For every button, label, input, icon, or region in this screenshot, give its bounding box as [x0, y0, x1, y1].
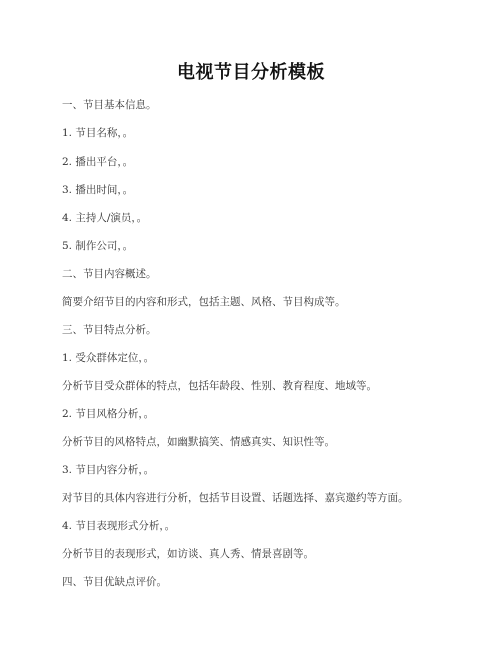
list-item-style: 2. 节目风格分析，。: [62, 408, 155, 420]
list-item-production-company: 5. 制作公司，。: [62, 240, 134, 252]
section-heading-features: 三、节目特点分析。: [62, 324, 157, 336]
list-item-platform: 2. 播出平台，。: [62, 156, 134, 168]
paragraph-content-overview: 简要介绍节目的内容和形式，包括主题、风格、节目构成等。: [62, 296, 346, 308]
section-heading-content-overview: 二、节目内容概述。: [62, 268, 157, 280]
section-heading-evaluation: 四、节目优缺点评价。: [62, 576, 167, 588]
section-heading-basic-info: 一、节目基本信息。: [62, 99, 157, 111]
paragraph-content: 对节目的具体内容进行分析，包括节目设置、话题选择、嘉宾邀约等方面。: [62, 492, 409, 504]
document-title: 电视节目分析模板: [177, 62, 325, 83]
list-item-content: 3. 节目内容分析，。: [62, 464, 155, 476]
paragraph-presentation: 分析节目的表现形式，如访谈、真人秀、情景喜剧等。: [62, 548, 314, 560]
paragraph-style: 分析节目的风格特点，如幽默搞笑、情感真实、知识性等。: [62, 436, 335, 448]
list-item-program-name: 1. 节目名称，。: [62, 127, 134, 139]
list-item-host-cast: 4. 主持人/演员，。: [62, 212, 148, 224]
list-item-audience: 1. 受众群体定位，。: [62, 352, 155, 364]
paragraph-audience: 分析节目受众群体的特点，包括年龄段、性别、教育程度、地域等。: [62, 380, 377, 392]
list-item-presentation: 4. 节目表现形式分析，。: [62, 520, 176, 532]
list-item-air-time: 3. 播出时间，。: [62, 184, 134, 196]
